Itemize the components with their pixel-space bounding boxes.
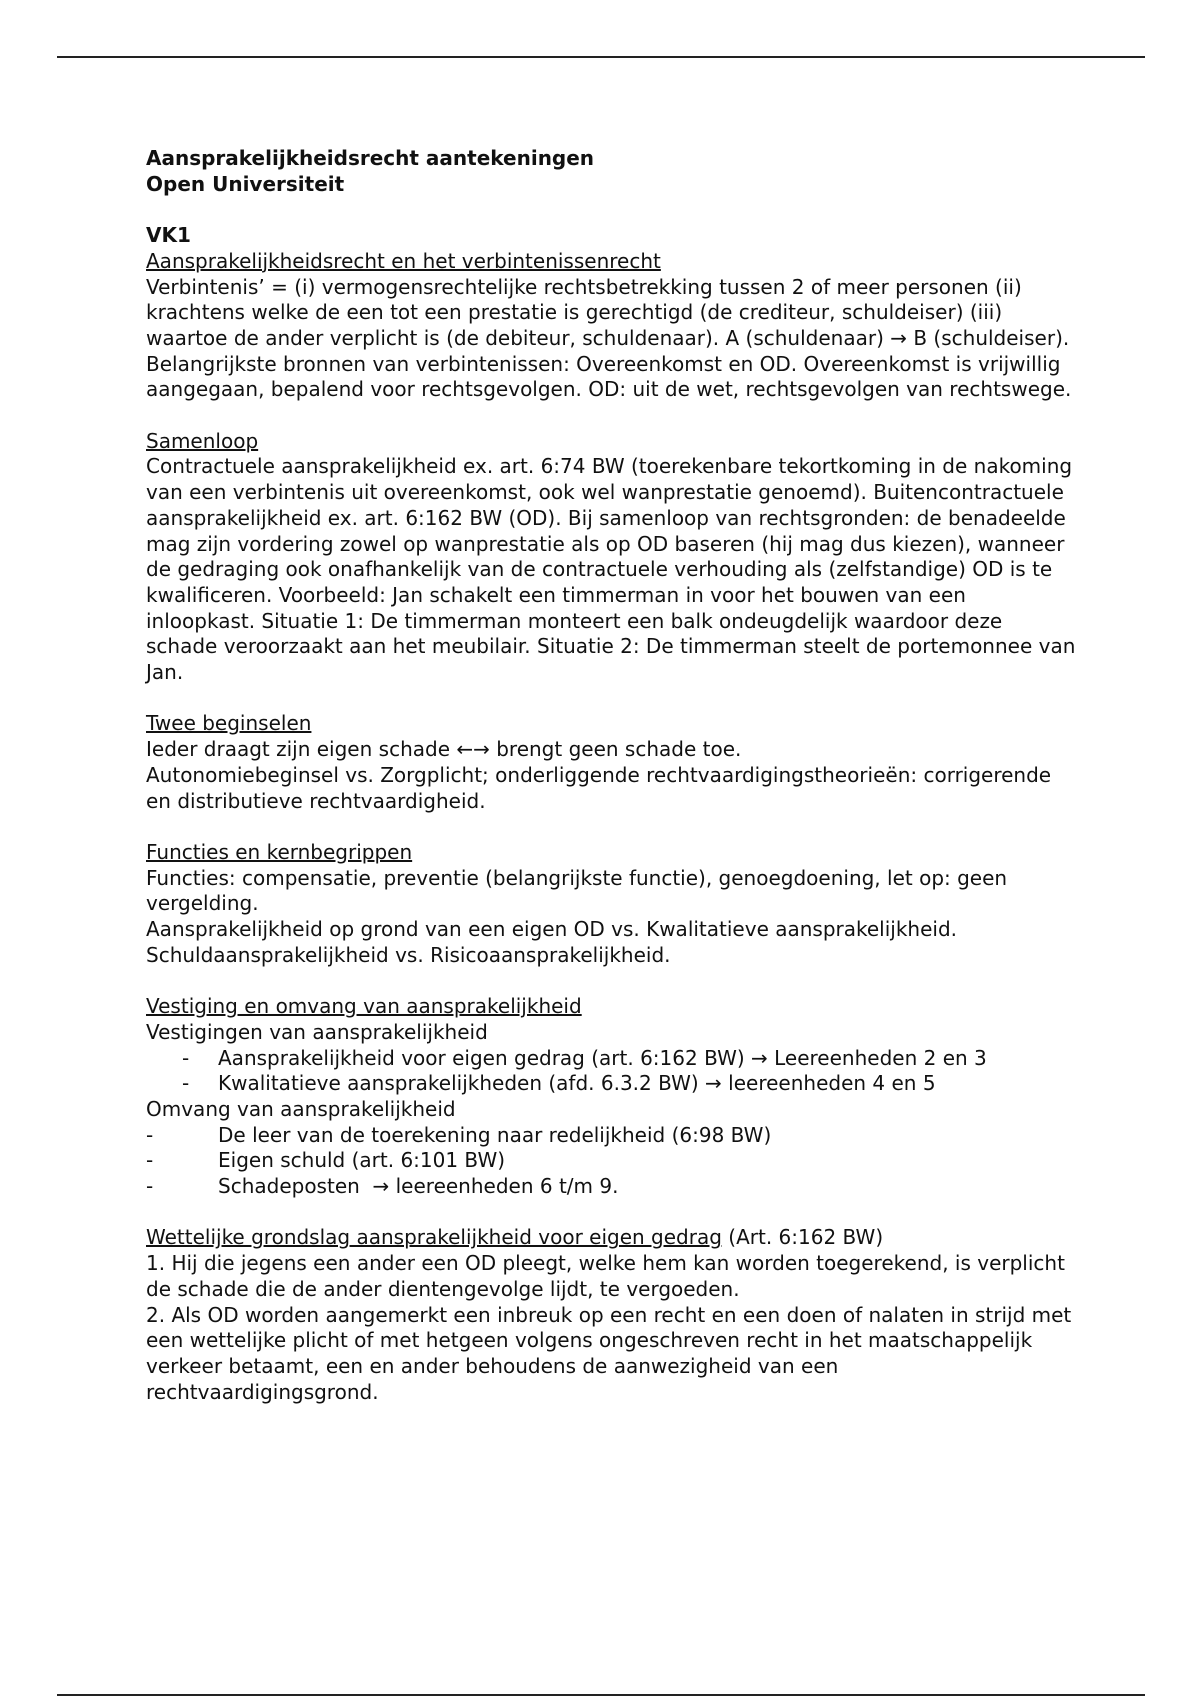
bullet-dash: - [182, 1071, 190, 1096]
section-line-functies-1: Functies: compensatie, preventie (belangrijkste functie), genoegdoening, let op: geen vergelding. [146, 865, 1008, 916]
section-line-twee-beginselen-2: Autonomiebeginsel vs. Zorgplicht; onderliggende rechtvaardigingstheorieën: corrigerende en distributieve rechtvaardigheid. [146, 762, 1052, 813]
section-line-functies-2: Aansprakelijkheid op grond van een eigen OD vs. Kwalitatieve aansprakelijkheid. [146, 917, 958, 942]
list-item: - De leer van de toerekening naar redelijkheid (6:98 BW) [146, 1122, 772, 1147]
bullet-dash: - [146, 1122, 154, 1147]
section-body-verbintenissenrecht: Verbintenis’ = (i) vermogensrechtelijke rechtsbetrekking tussen 2 of meer personen (ii) krachtens welke de een tot een prestatie is gerechtigd (de crediteur, schuldeiser) (iii) waartoe de ander verplicht is (de debiteur, schuldenaar). A (schuldenaar) → B (schuldeiser). Belangrijkste bronnen van verbintenissen: Overeenkomst en OD. Overeenkomst is vrijwillig aangegaan, bepalend voor rechtsgevolgen. OD: uit de wet, rechtsgevolgen van rechtswege. [146, 274, 1072, 402]
section-line-twee-beginselen-1: Ieder draagt zijn eigen schade ←→ brengt geen schade toe. [146, 737, 742, 762]
bullet-dash: - [182, 1045, 190, 1070]
section-heading-wettelijke-grondslag: Wettelijke grondslag aansprakelijkheid voor eigen gedrag [146, 1225, 722, 1250]
section-heading-functies: Functies en kernbegrippen [146, 839, 413, 864]
section-heading-twee-beginselen: Twee beginselen [146, 711, 312, 736]
list-omvang [146, 1123, 1076, 1200]
document-body [146, 146, 1076, 1405]
section-heading-article-ref: (Art. 6:162 BW) [721, 1225, 884, 1250]
section-line-functies-3: Schuldaansprakelijkheid vs. Risicoaansprakelijkheid. [146, 942, 671, 967]
section-heading-wettelijke-grondslag-row [146, 1225, 1076, 1251]
article-paragraph-1: 1. Hij die jegens een ander een OD pleegt, welke hem kan worden toegerekend, is verplicht de schade die de ander dientengevolge lijdt, te vergoeden. [146, 1251, 1065, 1301]
top-rule [57, 56, 1145, 58]
document-subtitle: Open Universiteit [146, 171, 345, 196]
vk-label: VK1 [146, 223, 191, 248]
section-heading-verbintenissenrecht: Aansprakelijkheidsrecht en het verbintenissenrecht [146, 248, 661, 273]
bottom-rule [57, 1694, 1145, 1696]
section-heading-vestiging: Vestiging en omvang van aansprakelijkheid [146, 994, 582, 1019]
subheading-vestigingen: Vestigingen van aansprakelijkheid [146, 1019, 488, 1044]
bullet-dash: - [146, 1174, 154, 1199]
document-title: Aansprakelijkheidsrecht aantekeningen [146, 146, 595, 170]
list-item: - Kwalitatieve aansprakelijkheden (afd. 6.3.2 BW) → leereenheden 4 en 5 [182, 1071, 936, 1096]
section-heading-samenloop: Samenloop [146, 428, 259, 453]
list-item: - Eigen schuld (art. 6:101 BW) [146, 1148, 506, 1173]
bullet-dash: - [146, 1148, 154, 1173]
article-paragraph-2: 2. Als OD worden aangemerkt een inbreuk op een recht en een doen of nalaten in strijd met een wettelijke plicht of met hetgeen volgens ongeschreven recht in het maatschappelijk verkeer betaamt, een en ander behoudens de aanwezigheid van een rechtvaardigingsgrond. [146, 1302, 1072, 1404]
list-vestigingen [146, 1046, 1076, 1097]
section-body-samenloop: Contractuele aansprakelijkheid ex. art. 6:74 BW (toerekenbare tekortkoming in de nakoming van een verbintenis uit overeenkomst, ook wel wanprestatie genoemd). Buitencontractuele aansprakelijkheid ex. art. 6:162 BW (OD). Bij samenloop van rechtsgronden: de benadeelde mag zijn vordering zowel op wanprestatie als op OD baseren (hij mag dus kiezen), wanneer de gedraging ook onafhankelijk van de contractuele verhouding als (zelfstandige) OD is te kwalificeren. Voorbeeld: Jan schakelt een timmerman in voor het bouwen van een inloopkast. Situatie 1: De timmerman monteert een balk ondeugdelijk waardoor deze schade veroorzaakt aan het meubilair. Situatie 2: De timmerman steelt de portemonnee van Jan. [146, 454, 1076, 685]
list-item: - Aansprakelijkheid voor eigen gedrag (art. 6:162 BW) → Leereenheden 2 en 3 [182, 1045, 987, 1070]
subheading-omvang: Omvang van aansprakelijkheid [146, 1096, 456, 1121]
list-item: - Schadeposten → leereenheden 6 t/m 9. [146, 1174, 619, 1199]
